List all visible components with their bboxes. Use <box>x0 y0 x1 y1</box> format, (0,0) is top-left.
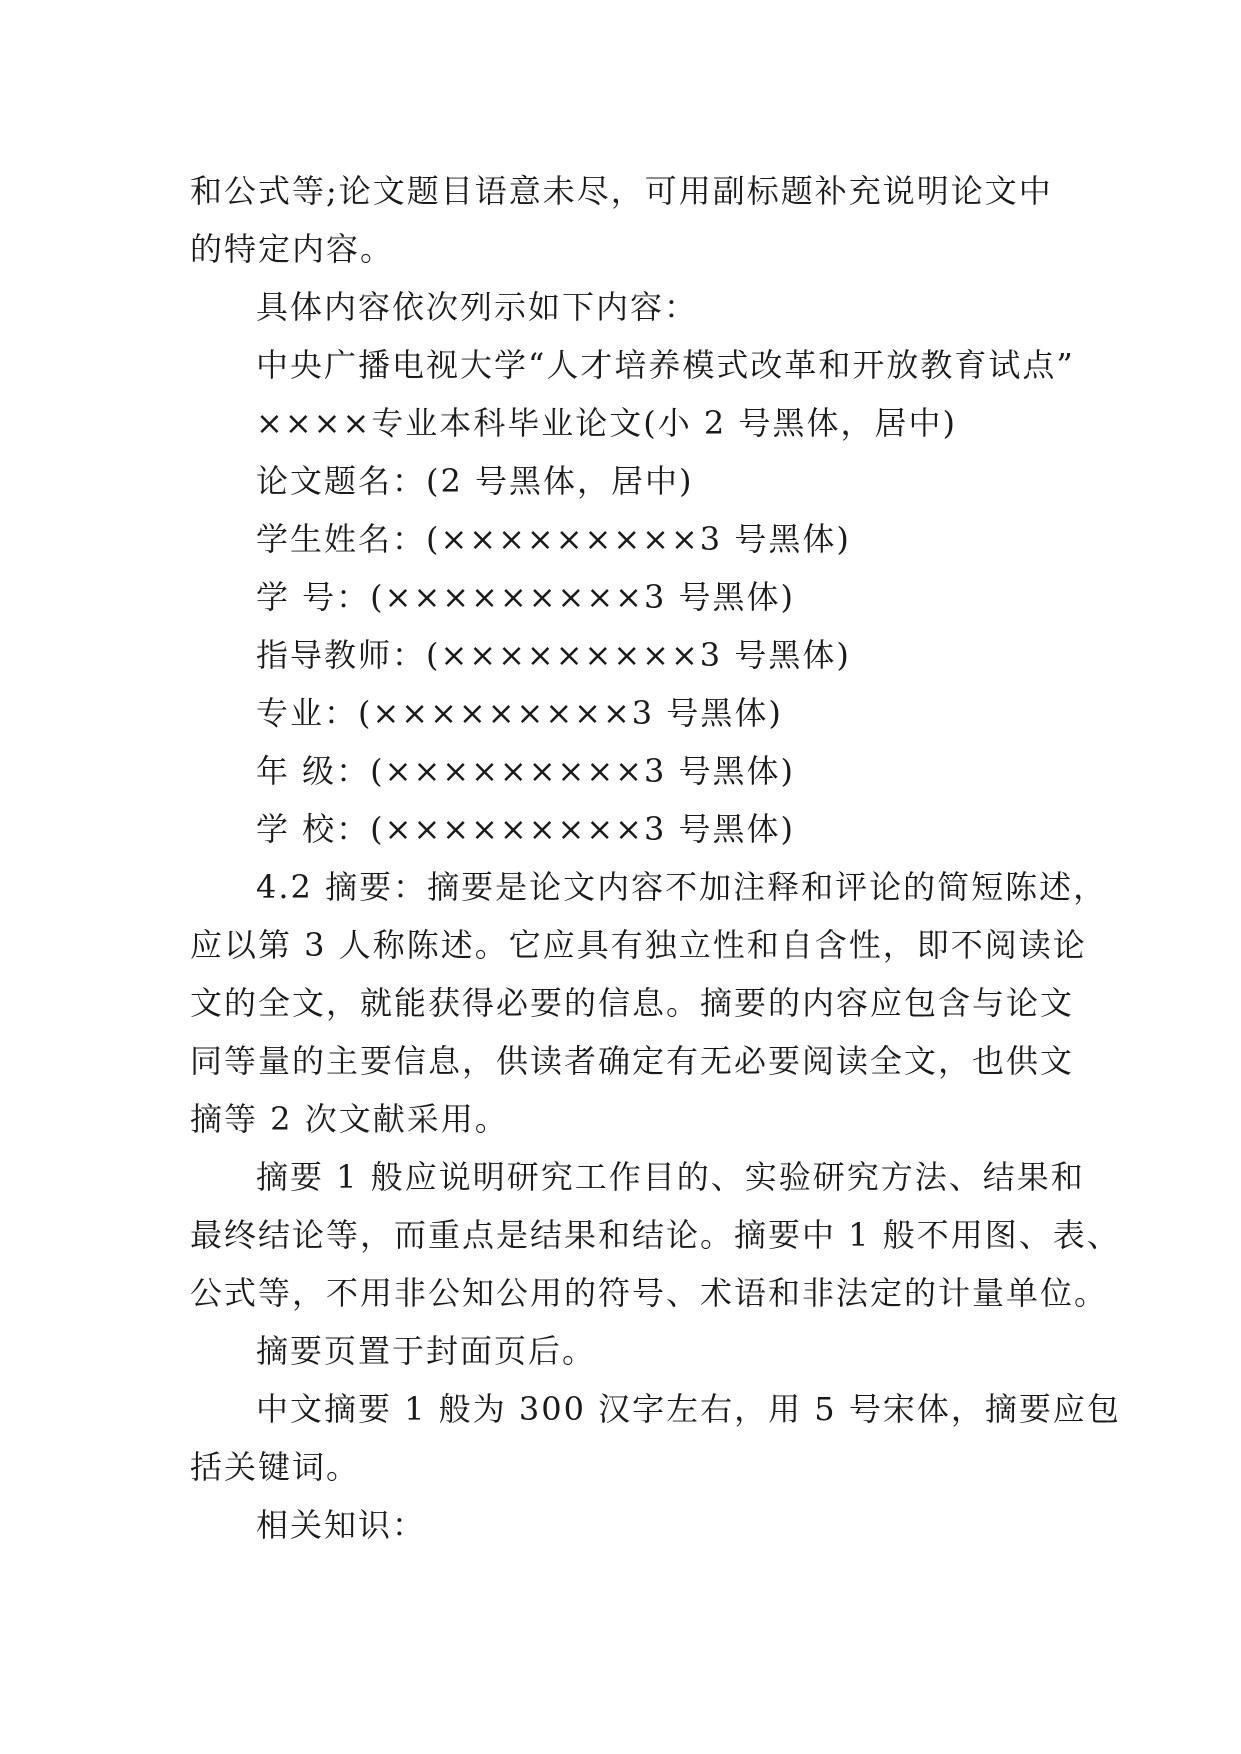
text-line: 和公式等;论文题目语意未尽，可用副标题补充说明论文中 <box>190 172 1053 210</box>
text-line: 具体内容依次列示如下内容： <box>256 288 699 326</box>
text-line: 学生姓名：(×××××××××3 号黑体) <box>256 520 851 558</box>
text-line: 论文题名：(2 号黑体，居中) <box>256 462 694 500</box>
text-line: 中文摘要 1 般为 300 汉字左右，用 5 号宋体，摘要应包 <box>256 1390 1121 1428</box>
text-line: 文的全文，就能获得必要的信息。摘要的内容应包含与论文 <box>190 984 1075 1022</box>
text-line: 最终结论等，而重点是结果和结论。摘要中 1 般不用图、表、 <box>190 1216 1121 1254</box>
text-line: 的特定内容。 <box>190 230 395 268</box>
text-line: 指导教师：(×××××××××3 号黑体) <box>256 636 851 674</box>
text-line: 摘要 1 般应说明研究工作目的、实验研究方法、结果和 <box>256 1158 1085 1196</box>
text-line: 年 级：(×××××××××3 号黑体) <box>256 752 795 790</box>
text-line: 公式等，不用非公知公用的符号、术语和非法定的计量单位。 <box>190 1274 1109 1312</box>
text-line: 括关键词。 <box>190 1448 361 1486</box>
text-line: 摘要页置于封面页后。 <box>256 1332 597 1370</box>
text-line: 应以第 3 人称陈述。它应具有独立性和自含性，即不阅读论 <box>190 926 1087 964</box>
text-line: 4.2 摘要：摘要是论文内容不加注释和评论的简短陈述， <box>256 868 1108 906</box>
document-body <box>190 162 1121 1554</box>
text-line: 同等量的主要信息，供读者确定有无必要阅读全文，也供文 <box>190 1042 1075 1080</box>
text-line: 中央广播电视大学“人才培养模式改革和开放教育试点” <box>256 346 1075 384</box>
text-line: 相关知识： <box>256 1506 427 1544</box>
text-line: 学 校：(×××××××××3 号黑体) <box>256 810 795 848</box>
text-line: 摘等 2 次文献采用。 <box>190 1100 509 1138</box>
text-line: ××××专业本科毕业论文(小 2 号黑体，居中) <box>256 404 957 442</box>
text-line: 学 号：(×××××××××3 号黑体) <box>256 578 795 616</box>
text-line: 专业：(×××××××××3 号黑体) <box>256 694 783 732</box>
